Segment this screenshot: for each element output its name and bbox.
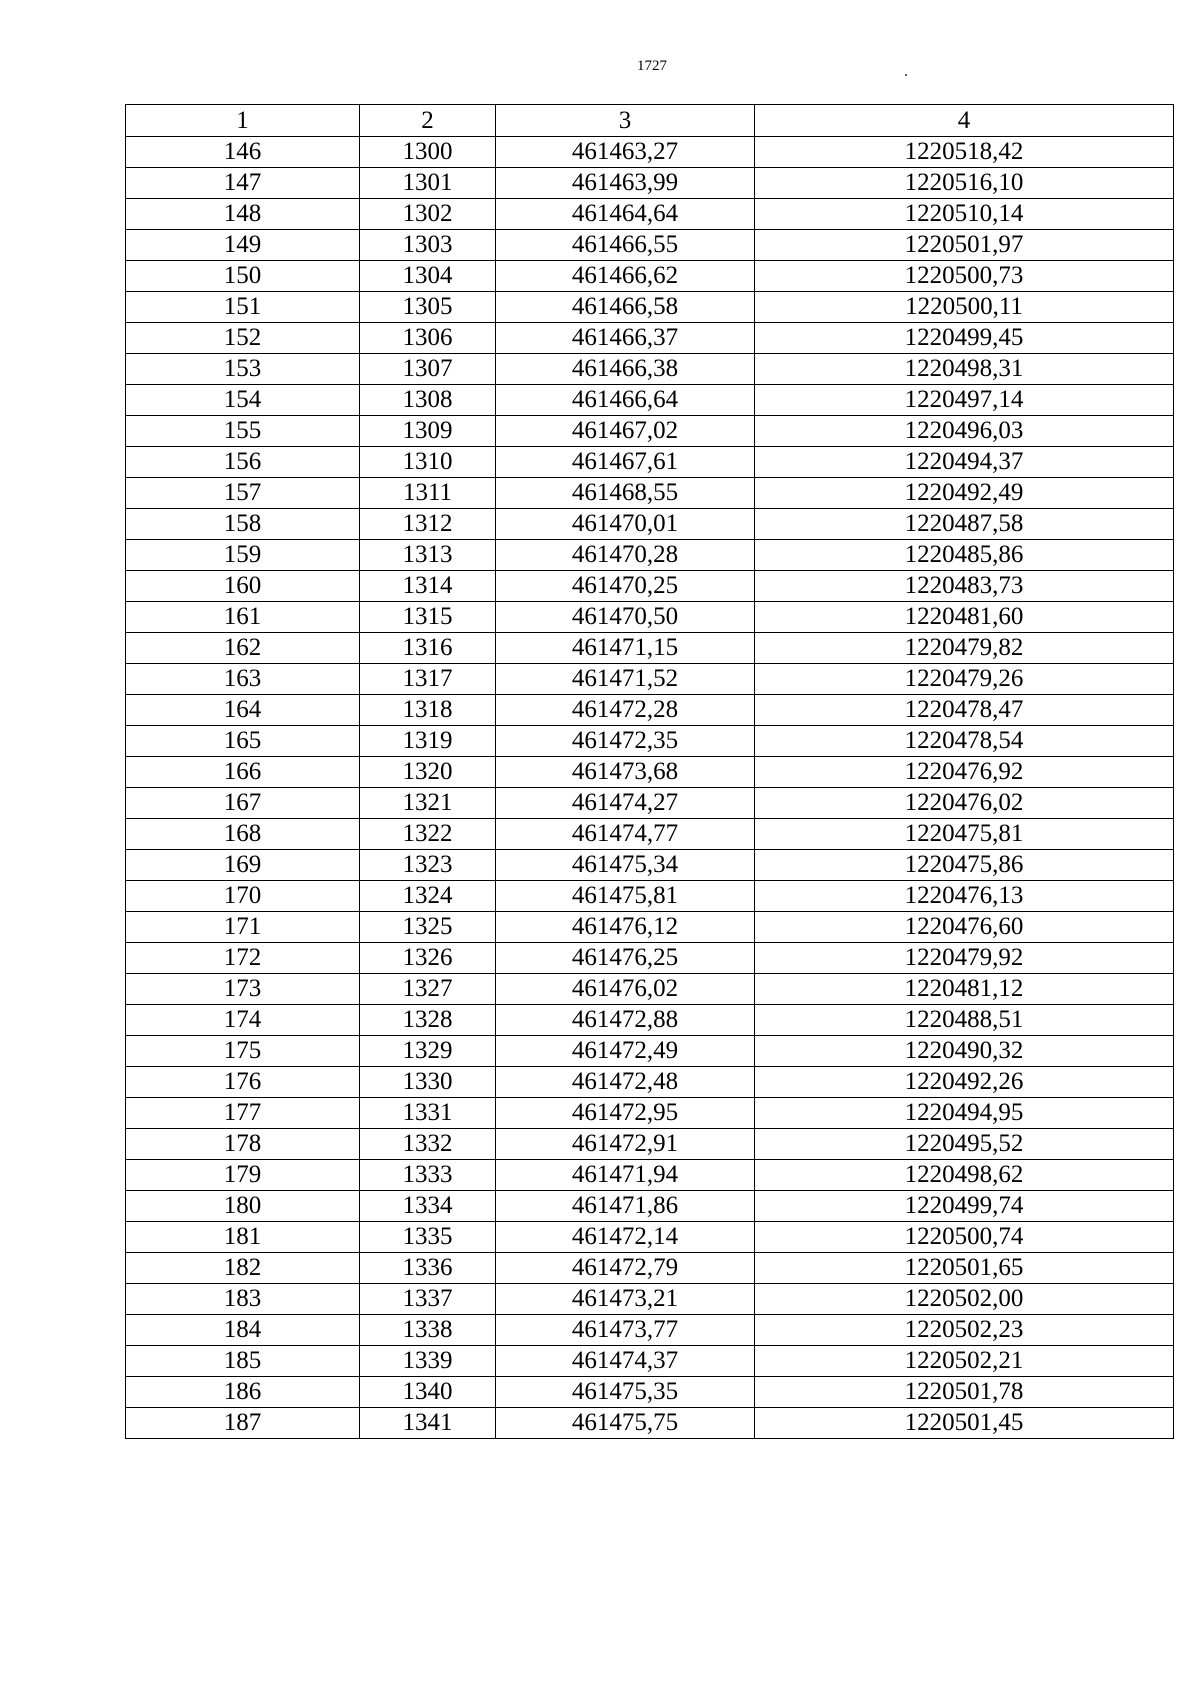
table-row <box>126 416 1174 447</box>
table-cell-col-3: 461466,64 <box>496 385 755 416</box>
table-cell-col-1: 165 <box>126 726 360 757</box>
table-cell-col-1: 181 <box>126 1222 360 1253</box>
table-cell-col-4: 1220476,02 <box>755 788 1174 819</box>
table-cell-col-1: 166 <box>126 757 360 788</box>
table-cell-col-1: 169 <box>126 850 360 881</box>
table-row <box>126 757 1174 788</box>
table-row <box>126 168 1174 199</box>
table-cell-col-2: 1315 <box>360 602 496 633</box>
table-row <box>126 1036 1174 1067</box>
table-cell-col-3: 461476,02 <box>496 974 755 1005</box>
table-cell-col-4: 1220499,74 <box>755 1191 1174 1222</box>
table-row <box>126 137 1174 168</box>
table-cell-col-4: 1220476,13 <box>755 881 1174 912</box>
table-cell-col-1: 173 <box>126 974 360 1005</box>
table-cell-col-2: 1304 <box>360 261 496 292</box>
table-row <box>126 664 1174 695</box>
table-cell-col-2: 1308 <box>360 385 496 416</box>
table-row <box>126 788 1174 819</box>
table-row <box>126 447 1174 478</box>
table-cell-col-4: 1220501,45 <box>755 1408 1174 1439</box>
table-cell-col-4: 1220498,62 <box>755 1160 1174 1191</box>
table-cell-col-2: 1311 <box>360 478 496 509</box>
table-cell-col-3: 461474,27 <box>496 788 755 819</box>
table-cell-col-4: 1220502,23 <box>755 1315 1174 1346</box>
table-cell-col-3: 461463,27 <box>496 137 755 168</box>
table-row <box>126 540 1174 571</box>
table-cell-col-2: 1325 <box>360 912 496 943</box>
table-row <box>126 1253 1174 1284</box>
table-cell-col-3: 461473,77 <box>496 1315 755 1346</box>
table-cell-col-1: 177 <box>126 1098 360 1129</box>
table-cell-col-3: 461472,49 <box>496 1036 755 1067</box>
table-cell-col-3: 461467,02 <box>496 416 755 447</box>
table-cell-col-1: 172 <box>126 943 360 974</box>
table-cell-col-1: 170 <box>126 881 360 912</box>
table-cell-col-3: 461475,34 <box>496 850 755 881</box>
table-cell-col-1: 186 <box>126 1377 360 1408</box>
table-row <box>126 1191 1174 1222</box>
table-cell-col-2: 1310 <box>360 447 496 478</box>
table-cell-col-2: 1338 <box>360 1315 496 1346</box>
table-row <box>126 292 1174 323</box>
table-cell-col-1: 185 <box>126 1346 360 1377</box>
table-cell-col-3: 461466,37 <box>496 323 755 354</box>
table-cell-col-3: 461466,62 <box>496 261 755 292</box>
table-cell-col-3: 461470,25 <box>496 571 755 602</box>
table-cell-col-2: 1326 <box>360 943 496 974</box>
table-cell-col-3: 461466,55 <box>496 230 755 261</box>
scan-speck <box>905 74 907 76</box>
table-cell-col-2: 1329 <box>360 1036 496 1067</box>
table-cell-col-2: 1327 <box>360 974 496 1005</box>
table-cell-col-1: 148 <box>126 199 360 230</box>
table-cell-col-3: 461475,81 <box>496 881 755 912</box>
table-cell-col-1: 155 <box>126 416 360 447</box>
table-row <box>126 1222 1174 1253</box>
table-row <box>126 230 1174 261</box>
table-cell-col-3: 461472,14 <box>496 1222 755 1253</box>
table-cell-col-3: 461473,68 <box>496 757 755 788</box>
table-cell-col-2: 1306 <box>360 323 496 354</box>
table-cell-col-2: 1337 <box>360 1284 496 1315</box>
table-cell-col-3: 461473,21 <box>496 1284 755 1315</box>
table-cell-col-1: 182 <box>126 1253 360 1284</box>
table-cell-col-2: 1328 <box>360 1005 496 1036</box>
table-cell-col-4: 1220483,73 <box>755 571 1174 602</box>
table-cell-col-3: 461475,75 <box>496 1408 755 1439</box>
table-cell-col-4: 1220478,54 <box>755 726 1174 757</box>
table-cell-col-2: 1334 <box>360 1191 496 1222</box>
table-row <box>126 354 1174 385</box>
table-cell-col-1: 160 <box>126 571 360 602</box>
table-cell-col-1: 163 <box>126 664 360 695</box>
table-cell-col-1: 164 <box>126 695 360 726</box>
table-cell-col-2: 1321 <box>360 788 496 819</box>
table-cell-col-2: 1318 <box>360 695 496 726</box>
table-row <box>126 726 1174 757</box>
table-cell-col-1: 154 <box>126 385 360 416</box>
table-cell-col-4: 1220501,78 <box>755 1377 1174 1408</box>
table-cell-col-2: 1323 <box>360 850 496 881</box>
table-cell-col-3: 461466,38 <box>496 354 755 385</box>
table-cell-col-4: 1220485,86 <box>755 540 1174 571</box>
table-cell-col-2: 1300 <box>360 137 496 168</box>
table-cell-col-3: 461472,88 <box>496 1005 755 1036</box>
table-cell-col-3: 461471,94 <box>496 1160 755 1191</box>
table-cell-col-4: 1220501,97 <box>755 230 1174 261</box>
table-row <box>126 1408 1174 1439</box>
table-cell-col-1: 156 <box>126 447 360 478</box>
table-cell-col-3: 461471,15 <box>496 633 755 664</box>
table-cell-col-2: 1322 <box>360 819 496 850</box>
table-cell-col-4: 1220479,92 <box>755 943 1174 974</box>
table-row <box>126 974 1174 1005</box>
table-row <box>126 1377 1174 1408</box>
table-cell-col-2: 1331 <box>360 1098 496 1129</box>
table-cell-col-2: 1333 <box>360 1160 496 1191</box>
table-cell-col-2: 1335 <box>360 1222 496 1253</box>
table-cell-col-3: 461466,58 <box>496 292 755 323</box>
table-cell-col-2: 1301 <box>360 168 496 199</box>
table-cell-col-3: 461476,12 <box>496 912 755 943</box>
table-cell-col-3: 461471,86 <box>496 1191 755 1222</box>
table-cell-col-3: 461474,77 <box>496 819 755 850</box>
table-cell-col-3: 461472,95 <box>496 1098 755 1129</box>
table-cell-col-1: 149 <box>126 230 360 261</box>
table-row <box>126 850 1174 881</box>
table-cell-col-4: 1220516,10 <box>755 168 1174 199</box>
table-row <box>126 571 1174 602</box>
table-row <box>126 385 1174 416</box>
table-cell-col-2: 1303 <box>360 230 496 261</box>
table-cell-col-4: 1220494,37 <box>755 447 1174 478</box>
table-cell-col-2: 1316 <box>360 633 496 664</box>
table-cell-col-2: 1313 <box>360 540 496 571</box>
table-cell-col-1: 167 <box>126 788 360 819</box>
table-row <box>126 478 1174 509</box>
table-cell-col-4: 1220476,92 <box>755 757 1174 788</box>
table-cell-col-2: 1339 <box>360 1346 496 1377</box>
table-row <box>126 261 1174 292</box>
table-cell-col-1: 147 <box>126 168 360 199</box>
table-cell-col-3: 461463,99 <box>496 168 755 199</box>
table-cell-col-4: 1220488,51 <box>755 1005 1174 1036</box>
table-cell-col-2: 1302 <box>360 199 496 230</box>
table-cell-col-3: 461470,01 <box>496 509 755 540</box>
table-cell-col-3: 461472,35 <box>496 726 755 757</box>
table-cell-col-4: 1220495,52 <box>755 1129 1174 1160</box>
table-cell-col-1: 178 <box>126 1129 360 1160</box>
table-cell-col-2: 1330 <box>360 1067 496 1098</box>
table-row <box>126 509 1174 540</box>
table-row <box>126 695 1174 726</box>
table-cell-col-3: 461472,28 <box>496 695 755 726</box>
table-cell-col-1: 168 <box>126 819 360 850</box>
table-row <box>126 943 1174 974</box>
table-row <box>126 1098 1174 1129</box>
table-row <box>126 323 1174 354</box>
table-cell-col-4: 1220500,74 <box>755 1222 1174 1253</box>
table-row <box>126 912 1174 943</box>
column-header-1: 1 <box>126 105 360 137</box>
table-cell-col-1: 159 <box>126 540 360 571</box>
page-number-text: 1727 <box>637 58 667 74</box>
table-cell-col-2: 1324 <box>360 881 496 912</box>
table-cell-col-3: 461474,37 <box>496 1346 755 1377</box>
table-cell-col-1: 157 <box>126 478 360 509</box>
table-cell-col-2: 1341 <box>360 1408 496 1439</box>
table-cell-col-3: 461470,28 <box>496 540 755 571</box>
table-cell-col-3: 461470,50 <box>496 602 755 633</box>
table-cell-col-2: 1317 <box>360 664 496 695</box>
table-cell-col-4: 1220492,26 <box>755 1067 1174 1098</box>
table-row <box>126 1284 1174 1315</box>
table-cell-col-4: 1220490,32 <box>755 1036 1174 1067</box>
table-cell-col-4: 1220492,49 <box>755 478 1174 509</box>
table-cell-col-2: 1314 <box>360 571 496 602</box>
table-cell-col-4: 1220478,47 <box>755 695 1174 726</box>
table-cell-col-4: 1220481,12 <box>755 974 1174 1005</box>
table-cell-col-4: 1220518,42 <box>755 137 1174 168</box>
table-cell-col-4: 1220479,82 <box>755 633 1174 664</box>
table-cell-col-4: 1220487,58 <box>755 509 1174 540</box>
table-cell-col-4: 1220502,00 <box>755 1284 1174 1315</box>
table-cell-col-4: 1220500,11 <box>755 292 1174 323</box>
table-cell-col-1: 146 <box>126 137 360 168</box>
table-cell-col-4: 1220494,95 <box>755 1098 1174 1129</box>
table-row <box>126 1315 1174 1346</box>
coordinates-table <box>125 104 1174 1439</box>
table-cell-col-1: 161 <box>126 602 360 633</box>
table-cell-col-3: 461471,52 <box>496 664 755 695</box>
table-cell-col-2: 1320 <box>360 757 496 788</box>
table-cell-col-1: 183 <box>126 1284 360 1315</box>
table-cell-col-1: 184 <box>126 1315 360 1346</box>
column-header-4: 4 <box>755 105 1174 137</box>
table-cell-col-1: 158 <box>126 509 360 540</box>
table-cell-col-1: 153 <box>126 354 360 385</box>
column-header-3: 3 <box>496 105 755 137</box>
table-body <box>126 137 1174 1439</box>
table-row <box>126 1160 1174 1191</box>
table-cell-col-3: 461464,64 <box>496 199 755 230</box>
table-cell-col-2: 1312 <box>360 509 496 540</box>
table-cell-col-4: 1220475,86 <box>755 850 1174 881</box>
table-cell-col-1: 162 <box>126 633 360 664</box>
table-row <box>126 633 1174 664</box>
table-cell-col-4: 1220496,03 <box>755 416 1174 447</box>
table-cell-col-4: 1220500,73 <box>755 261 1174 292</box>
table-cell-col-2: 1340 <box>360 1377 496 1408</box>
table-cell-col-4: 1220497,14 <box>755 385 1174 416</box>
table-row <box>126 1005 1174 1036</box>
table-cell-col-4: 1220499,45 <box>755 323 1174 354</box>
table-cell-col-1: 150 <box>126 261 360 292</box>
table-cell-col-2: 1309 <box>360 416 496 447</box>
table-cell-col-2: 1332 <box>360 1129 496 1160</box>
table-cell-col-1: 180 <box>126 1191 360 1222</box>
table-cell-col-2: 1319 <box>360 726 496 757</box>
table-row <box>126 1129 1174 1160</box>
table-row <box>126 602 1174 633</box>
table-cell-col-2: 1307 <box>360 354 496 385</box>
table-cell-col-3: 461467,61 <box>496 447 755 478</box>
table-cell-col-4: 1220475,81 <box>755 819 1174 850</box>
column-header-2: 2 <box>360 105 496 137</box>
table-cell-col-1: 175 <box>126 1036 360 1067</box>
table-row <box>126 819 1174 850</box>
table-cell-col-4: 1220479,26 <box>755 664 1174 695</box>
table-cell-col-3: 461468,55 <box>496 478 755 509</box>
table-cell-col-4: 1220481,60 <box>755 602 1174 633</box>
table-cell-col-1: 151 <box>126 292 360 323</box>
table-cell-col-1: 187 <box>126 1408 360 1439</box>
table-cell-col-1: 179 <box>126 1160 360 1191</box>
table-row <box>126 1346 1174 1377</box>
table-cell-col-4: 1220501,65 <box>755 1253 1174 1284</box>
table-header-row <box>126 105 1174 137</box>
table-cell-col-3: 461476,25 <box>496 943 755 974</box>
table-row <box>126 881 1174 912</box>
table-cell-col-1: 171 <box>126 912 360 943</box>
table-cell-col-2: 1305 <box>360 292 496 323</box>
table-cell-col-3: 461475,35 <box>496 1377 755 1408</box>
table-cell-col-4: 1220498,31 <box>755 354 1174 385</box>
table-cell-col-2: 1336 <box>360 1253 496 1284</box>
table-row <box>126 199 1174 230</box>
table-row <box>126 1067 1174 1098</box>
table-cell-col-3: 461472,91 <box>496 1129 755 1160</box>
table-cell-col-3: 461472,79 <box>496 1253 755 1284</box>
page-number <box>52 58 1200 75</box>
table-cell-col-3: 461472,48 <box>496 1067 755 1098</box>
table-cell-col-1: 174 <box>126 1005 360 1036</box>
table-cell-col-1: 176 <box>126 1067 360 1098</box>
table-cell-col-4: 1220476,60 <box>755 912 1174 943</box>
table-cell-col-4: 1220502,21 <box>755 1346 1174 1377</box>
table-cell-col-4: 1220510,14 <box>755 199 1174 230</box>
table-cell-col-1: 152 <box>126 323 360 354</box>
